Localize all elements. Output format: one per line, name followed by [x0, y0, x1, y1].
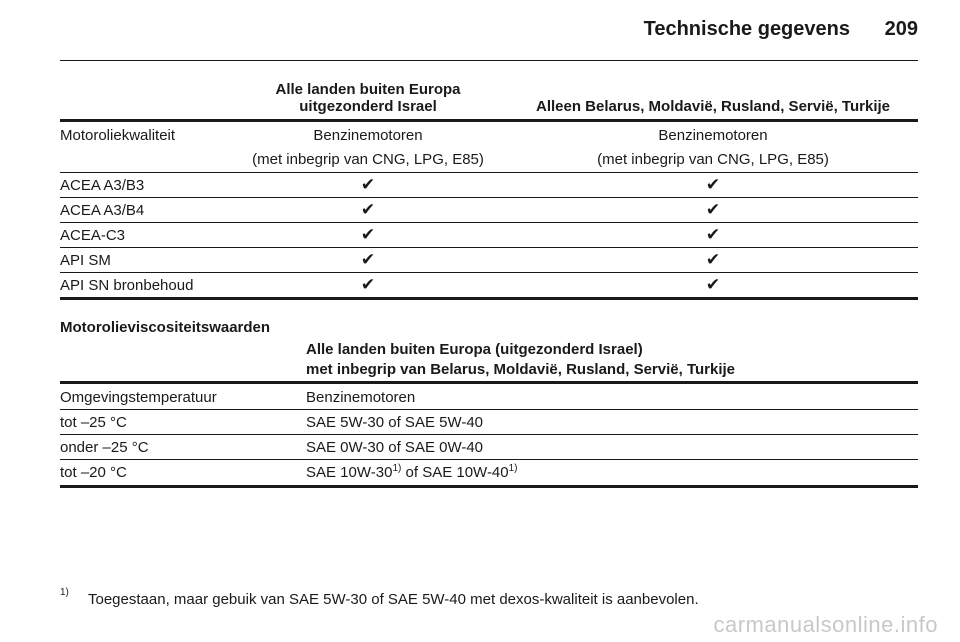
- col2-engine-line1: Benzinemotoren: [658, 127, 768, 144]
- col1-header-line2: uitgezonderd Israel: [299, 98, 437, 115]
- viscosity-header-line2: met inbegrip van Belarus, Moldavië, Rusland, Servië, Turkije: [306, 361, 736, 378]
- temp-cell: onder –25 °C: [60, 439, 149, 456]
- viscosity-value-part: SAE 10W-30: [306, 464, 393, 481]
- viscosity-bottom-rule: [60, 485, 918, 488]
- check-icon: ✔: [360, 200, 376, 219]
- quality-row-label: ACEA A3/B4: [60, 202, 145, 219]
- viscosity-cell: SAE 0W-30 of SAE 0W-40: [306, 439, 484, 456]
- check-icon: ✔: [705, 225, 721, 244]
- check-icon: ✔: [360, 225, 376, 244]
- footnote-text: Toegestaan, maar gebuik van SAE 5W-30 of SAE 5W-40 met dexos-kwaliteit is aanbevolen.: [88, 591, 699, 608]
- page-number: 209: [884, 18, 918, 40]
- viscosity-cell: [306, 464, 518, 481]
- table-top-rule: [60, 119, 918, 122]
- footnote-ref: 1): [508, 463, 518, 474]
- col1-engine-line1: Benzinemotoren: [313, 127, 423, 144]
- watermark: carmanualsonline.info: [713, 612, 938, 637]
- col1-header-line1: Alle landen buiten Europa: [275, 81, 461, 98]
- footnote-mark: 1): [60, 587, 69, 598]
- viscosity-top-rule: [60, 381, 918, 384]
- temp-cell: tot –25 °C: [60, 414, 127, 431]
- row-divider: [60, 247, 918, 248]
- check-icon: ✔: [705, 200, 721, 219]
- table-bottom-rule: [60, 297, 918, 300]
- temp-cell: tot –20 °C: [60, 464, 127, 481]
- row-divider: [60, 172, 918, 173]
- row-divider: [60, 197, 918, 198]
- check-icon: ✔: [705, 175, 721, 194]
- footnote-ref: 1): [392, 463, 402, 474]
- row-divider: [60, 459, 918, 460]
- check-icon: ✔: [705, 275, 721, 294]
- quality-row-label: API SM: [60, 252, 111, 269]
- section-title: Motorolieviscositeitswaarden: [60, 319, 271, 336]
- check-icon: ✔: [360, 275, 376, 294]
- viscosity-value-part: of SAE 10W-40: [401, 464, 509, 481]
- check-icon: ✔: [360, 250, 376, 269]
- page-header-title: Technische gegevens: [643, 18, 850, 40]
- quality-row-label: API SN bronbehoud: [60, 277, 194, 294]
- row-divider: [60, 434, 918, 435]
- viscosity-header-line1: Alle landen buiten Europa (uitgezonderd Israel): [306, 341, 643, 358]
- col2-header: Alleen Belarus, Moldavië, Rusland, Servië, Turkije: [535, 98, 891, 115]
- row-divider: [60, 222, 918, 223]
- row-divider: [60, 409, 918, 410]
- engine-col-header: Benzinemotoren: [306, 389, 416, 406]
- check-icon: ✔: [360, 175, 376, 194]
- col1-engine-line2: (met inbegrip van CNG, LPG, E85): [252, 151, 484, 168]
- row-divider: [60, 272, 918, 273]
- viscosity-cell: SAE 5W-30 of SAE 5W-40: [306, 414, 484, 431]
- quality-row-label: ACEA-C3: [60, 227, 126, 244]
- temp-col-header: Omgevingstemperatuur: [60, 389, 217, 406]
- check-icon: ✔: [705, 250, 721, 269]
- quality-label-header: Motoroliekwaliteit: [60, 127, 176, 144]
- header-rule: [60, 60, 918, 61]
- col2-engine-line2: (met inbegrip van CNG, LPG, E85): [597, 151, 829, 168]
- quality-row-label: ACEA A3/B3: [60, 177, 145, 194]
